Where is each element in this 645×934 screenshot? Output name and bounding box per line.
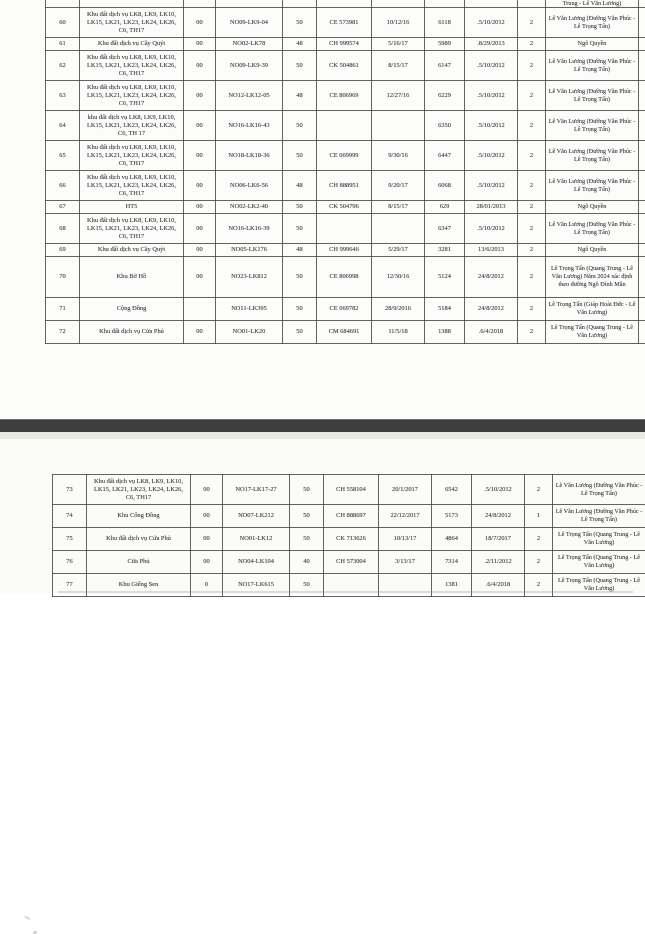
cell-plot-area-name: Khu Cổng Đồng [87, 505, 191, 528]
cell-decision-date: .5/10/2012 [472, 475, 525, 505]
cell-issue-date: 28/9/2016 [372, 298, 425, 321]
cell-plot-area-name: HT5 [80, 201, 184, 214]
cell-street-location: Ngô Quyền [546, 201, 639, 214]
table-row [46, 8, 645, 38]
cell-empty-note [639, 298, 645, 321]
cell-lot-code: 00 [184, 201, 216, 214]
cell-row-number: 65 [46, 141, 80, 171]
cell-street-location: Lê Trọng Tấn (Quang Trung - Lê Văn Lương) [553, 551, 645, 574]
cell-parcel-code: NO12-LK12-05 [216, 81, 283, 111]
cell-issue-date: 20/1/2017 [379, 475, 432, 505]
cell-count: 2 [518, 257, 546, 298]
table-row [46, 201, 645, 214]
cell-empty-note [639, 214, 645, 244]
cell-certificate-number: CM 684691 [317, 321, 372, 344]
page-break-band [0, 419, 645, 433]
cell-plot-area-name: Khu đất dịch vụ LK8, LK9, LK10, LK15, LK21, LK23, LK24, LK26, C6, TH17 [80, 51, 184, 81]
cell-count: 2 [518, 8, 546, 38]
cell-certificate-number: CH 888697 [324, 505, 379, 528]
cell-parcel-code: NO18-LK18-36 [216, 141, 283, 171]
cell-certificate-number: CH 558104 [324, 475, 379, 505]
cell-certificate-number [317, 111, 372, 141]
cell-area-value: 50 [290, 528, 324, 551]
cell-certificate-number: CK 504796 [317, 201, 372, 214]
cell-count: 2 [518, 111, 546, 141]
cell-street-location: Lê Trọng Tấn (Quang Trung - Lê Văn Lương) [553, 528, 645, 551]
cell-count: 1 [525, 505, 553, 528]
cell-row-number: 63 [46, 81, 80, 111]
cell-issue-date: 10/12/16 [372, 8, 425, 38]
cell-lot-code: 00 [184, 8, 216, 38]
table-row [46, 257, 645, 298]
document-page-1 [0, 0, 645, 419]
cell-street-location: Lê Trọng Tấn (Giáp Hoài Đức - Lê Văn Lương) [546, 298, 639, 321]
cell-issue-date: 11/5/18 [372, 321, 425, 344]
cell-lot-code: 0 [191, 574, 223, 597]
cell-decision-date: .5/10/2012 [465, 141, 518, 171]
cell-lot-code: 00 [184, 214, 216, 244]
cell-register-number: 6350 [425, 111, 465, 141]
cell-parcel-code: NO01-LK20 [216, 321, 283, 344]
cell-count: 2 [525, 475, 553, 505]
cell-plot-area-name: Khu đất dịch vụ LK8, LK9, LK10, LK15, LK21, LK23, LK24, LK26, C6, TH17 [87, 475, 191, 505]
cell-certificate-number: CE 806998 [317, 257, 372, 298]
cell-empty-note [639, 321, 645, 344]
cell-issue-date: 3/13/17 [379, 551, 432, 574]
cell-street-location: Lê Văn Lương (Đường Văn Phúc - Lê Trọng Tấn) [553, 505, 645, 528]
cell-lot-code: 00 [191, 475, 223, 505]
cell-register-number: 6068 [425, 171, 465, 201]
cell-decision-date: .5/10/2012 [465, 111, 518, 141]
table-row [46, 321, 645, 344]
table-body-page1 [46, 0, 645, 344]
table-body-page2 [53, 475, 645, 597]
cell-plot-area-name: Khu đất dịch vụ Cây Quýt [80, 38, 184, 51]
cell-count: 2 [518, 171, 546, 201]
table-row [53, 528, 645, 551]
cell-issue-date [372, 214, 425, 244]
cell-area-value: 50 [283, 257, 317, 298]
cell-plot-area-name: Khu đất dịch vụ Cửa Phủ [87, 528, 191, 551]
cell-register-number: 5124 [425, 257, 465, 298]
cell-plot-area-name: Khu đất dịch vụ LK8, LK9, LK10, LK15, LK21, LK23, LK24, LK26, C6, TH17 [80, 141, 184, 171]
cell-register-number: 6118 [425, 8, 465, 38]
cell-decision-date: 13/6/2013 [465, 244, 518, 257]
cell-plot-area-name: Khu đất dịch vụ LK8, LK9, LK10, LK15, LK21, LK23, LK24, LK26, C6, TH17 [80, 81, 184, 111]
cell-parcel-code: NO17-LK17-27 [223, 475, 290, 505]
cell-empty-note [639, 141, 645, 171]
cell-row-number: 68 [46, 214, 80, 244]
cell-row-number: 72 [46, 321, 80, 344]
cell-register-number: 6147 [425, 51, 465, 81]
cell-row-number: 73 [53, 475, 87, 505]
cell-count: 2 [518, 81, 546, 111]
cell-plot-area-name: Khu Bờ Hồ [80, 257, 184, 298]
cell-lot-code: 00 [184, 321, 216, 344]
cell-street-location: Lê Văn Lương (Đường Văn Phúc - Lê Trọng Tấn) [553, 475, 645, 505]
cell-area-value: 50 [283, 214, 317, 244]
cell-decision-date: .5/10/2012 [465, 214, 518, 244]
cell-parcel-code: NO11-LK395 [216, 298, 283, 321]
cell-row-number: 70 [46, 257, 80, 298]
cell-certificate-number: CE 069999 [317, 141, 372, 171]
cell-empty-note [639, 257, 645, 298]
cell-count: 2 [525, 574, 553, 597]
cell-certificate-number [317, 214, 372, 244]
cell-area-value: 50 [283, 298, 317, 321]
cell-lot-code: 00 [184, 81, 216, 111]
cell-issue-date [372, 0, 425, 8]
cell-empty-note [639, 201, 645, 214]
cell-issue-date: 9/30/16 [372, 141, 425, 171]
cell-certificate-number: CH 999646 [317, 244, 372, 257]
cell-plot-area-name: Khu đất dịch vụ LK8, LK9, LK10, LK15, LK21, LK23, LK24, LK26, C6, TH17 [80, 214, 184, 244]
cell-empty-note [639, 171, 645, 201]
table-row [53, 574, 645, 597]
cell-register-number: 1388 [425, 321, 465, 344]
cell-empty-note [639, 51, 645, 81]
cell-area-value: 50 [290, 475, 324, 505]
table-row [53, 475, 645, 505]
cell-decision-date: 24/8/2012 [472, 505, 525, 528]
cell-count: 2 [518, 38, 546, 51]
cell-area-value: 50 [283, 141, 317, 171]
table-row [46, 141, 645, 171]
cell-row-number: 61 [46, 38, 80, 51]
cell-decision-date: 24/8/2012 [465, 298, 518, 321]
cell-decision-date: .5/10/2012 [465, 171, 518, 201]
cell-count: 2 [518, 141, 546, 171]
cell-row-number: 71 [46, 298, 80, 321]
cell-certificate-number: CE 573981 [317, 8, 372, 38]
cell-plot-area-name: Khu đất dịch vụ Cửa Phủ [80, 321, 184, 344]
cell-count: 2 [518, 321, 546, 344]
cell-plot-area-name: Cửa Phủ [87, 551, 191, 574]
cell-register-number: 7314 [432, 551, 472, 574]
cell-count: 2 [518, 244, 546, 257]
cell-count: 2 [518, 201, 546, 214]
cell-parcel-code: NO16-LK16-43 [216, 111, 283, 141]
cell-lot-code: 00 [184, 51, 216, 81]
table-row [46, 51, 645, 81]
cell-certificate-number: CK 504861 [317, 51, 372, 81]
cell-register-number: 629 [425, 201, 465, 214]
cell-street-location: Lê Trọng Tấn (Quang Trung - Lê Văn Lương) [553, 574, 645, 597]
cell-parcel-code: NO23-LK812 [216, 257, 283, 298]
cell-area-value: 48 [283, 81, 317, 111]
cell-lot-code: 00 [191, 528, 223, 551]
cell-row-number: 60 [46, 8, 80, 38]
cell-row-number: 69 [46, 244, 80, 257]
cell-lot-code: 00 [184, 244, 216, 257]
cell-street-location: Ngô Quyền [546, 38, 639, 51]
cell-lot-code: 00 [184, 38, 216, 51]
cell-count [518, 0, 546, 8]
cell-plot-area-name: Khu đất dịch vụ LK8, LK9, LK10, LK15, LK21, LK23, LK24, LK26, C6, TH17 [80, 171, 184, 201]
cell-parcel-code: NO04-LK104 [223, 551, 290, 574]
cell-parcel-code: NO02-LK78 [216, 38, 283, 51]
cell-issue-date [379, 574, 432, 597]
cell-street-location: Lê Văn Lương (Đường Văn Phúc - Lê Trọng Tấn) [546, 111, 639, 141]
cell-street-location: Lê Văn Lương (Đường Văn Phúc - Lê Trọng Tấn) [546, 81, 639, 111]
cell-street-location: Lê Văn Lương (Đường Văn Phúc - Lê Trọng Tấn) [546, 51, 639, 81]
cell-count: 2 [518, 298, 546, 321]
cell-row-number: 77 [53, 574, 87, 597]
cell-area-value: 50 [290, 574, 324, 597]
cell-area-value: 50 [290, 505, 324, 528]
cell-decision-date: 28/01/2013 [465, 201, 518, 214]
cell-issue-date: 12/30/16 [372, 257, 425, 298]
cell-issue-date: 9/20/17 [372, 171, 425, 201]
table-row [46, 214, 645, 244]
cell-row-number [46, 0, 80, 8]
cell-area-value: 50 [283, 201, 317, 214]
cell-certificate-number: CH 573004 [324, 551, 379, 574]
cell-row-number: 76 [53, 551, 87, 574]
cell-parcel-code [216, 0, 283, 8]
cell-street-location: Lê Trọng Tấn (Quang Trung - Lê Văn Lương) [546, 321, 639, 344]
cell-street-location: Ngô Quyền [546, 244, 639, 257]
cell-count: 2 [525, 528, 553, 551]
cell-decision-date: .6/4/2018 [472, 574, 525, 597]
scan-artifact [33, 931, 38, 934]
cell-register-number [425, 0, 465, 8]
cell-area-value: 50 [283, 321, 317, 344]
cell-issue-date [372, 111, 425, 141]
cell-street-location: Lê Văn Lương (Đường Văn Phúc - Lê Trọng Tấn) [546, 214, 639, 244]
cell-plot-area-name: khu đất dịch vụ LK8, LK9, LK10, LK15, LK21, LK23, LK24, LK26, C6, TH 17 [80, 111, 184, 141]
scan-artifact [24, 915, 31, 920]
cell-empty-note [639, 38, 645, 51]
cell-empty-note [639, 8, 645, 38]
cell-area-value: 48 [283, 38, 317, 51]
cell-plot-area-name [80, 0, 184, 8]
cell-plot-area-name: Khu Giếng Sen [87, 574, 191, 597]
cell-register-number: 3281 [425, 244, 465, 257]
cell-empty-note [639, 81, 645, 111]
cell-decision-date: 24/8/2012 [465, 257, 518, 298]
cell-certificate-number: CH 999574 [317, 38, 372, 51]
cell-area-value: 50 [283, 51, 317, 81]
cell-certificate-number: CE 069782 [317, 298, 372, 321]
cell-certificate-number: CK 713626 [324, 528, 379, 551]
cell-area-value: 40 [290, 551, 324, 574]
cell-row-number: 75 [53, 528, 87, 551]
cell-decision-date: .2/11/2012 [472, 551, 525, 574]
cell-row-number: 74 [53, 505, 87, 528]
cell-register-number: 1381 [432, 574, 472, 597]
cell-issue-date: 12/27/16 [372, 81, 425, 111]
table-row [46, 38, 645, 51]
cell-street-location: Lê Văn Lương (Đường Văn Phúc - Lê Trọng Tấn) [546, 8, 639, 38]
cell-plot-area-name: Cộng Đồng [80, 298, 184, 321]
cell-decision-date: .6/4/2018 [465, 321, 518, 344]
cell-parcel-code: NO17-LK615 [223, 574, 290, 597]
cell-row-number: 66 [46, 171, 80, 201]
cell-empty-note [639, 244, 645, 257]
cell-empty-note [639, 111, 645, 141]
cell-register-number: 4864 [432, 528, 472, 551]
table-row [53, 551, 645, 574]
cell-parcel-code: NO06-LK6-56 [216, 171, 283, 201]
cell-issue-date: 8/15/17 [372, 51, 425, 81]
cell-parcel-code: NO02-LK2-40 [216, 201, 283, 214]
cell-lot-code: 00 [184, 257, 216, 298]
cell-decision-date: .8/29/2013 [465, 38, 518, 51]
table-row [53, 505, 645, 528]
cell-lot-code: 00 [191, 551, 223, 574]
cell-lot-code: 00 [184, 171, 216, 201]
cell-register-number: 5989 [425, 38, 465, 51]
cell-decision-date: .5/10/2012 [465, 51, 518, 81]
cell-register-number: 6229 [425, 81, 465, 111]
cell-row-number: 64 [46, 111, 80, 141]
cell-street-location: Lê Văn Lương (Đường Văn Phúc - Lê Trọng Tấn) [546, 141, 639, 171]
scan-smudge [58, 591, 633, 593]
table-row [46, 0, 645, 8]
cell-area-value: 50 [283, 8, 317, 38]
cell-parcel-code: NO01-LK12 [223, 528, 290, 551]
table-row [46, 244, 645, 257]
cell-register-number: 6447 [425, 141, 465, 171]
table-row [46, 298, 645, 321]
cell-decision-date [465, 0, 518, 8]
cell-parcel-code: NO05-LK176 [216, 244, 283, 257]
cell-lot-code [184, 298, 216, 321]
cell-issue-date: 5/29/17 [372, 244, 425, 257]
land-plot-table-page2 [52, 474, 645, 597]
cell-parcel-code: NO09-LK9-39 [216, 51, 283, 81]
cell-street-location: Trung - Lê Văn Lương) [546, 0, 639, 8]
cell-area-value: 50 [283, 111, 317, 141]
cell-lot-code: 00 [184, 111, 216, 141]
cell-issue-date: 10/13/17 [379, 528, 432, 551]
cell-street-location: Lê Trọng Tấn (Quang Trung - Lê Văn Lương) Năm 2024 xác định theo đường Ngô Đình Mẫn [546, 257, 639, 298]
cell-plot-area-name: Khu đất dịch vụ Cây Quýt [80, 244, 184, 257]
cell-count: 2 [525, 551, 553, 574]
cell-empty-note [639, 0, 645, 8]
cell-parcel-code: NO07-LK212 [223, 505, 290, 528]
cell-count: 2 [518, 51, 546, 81]
cell-register-number: 6542 [432, 475, 472, 505]
cell-row-number: 62 [46, 51, 80, 81]
table-row [46, 81, 645, 111]
table-row [46, 171, 645, 201]
land-plot-table-page1 [45, 0, 645, 344]
cell-parcel-code: NO16-LK16-39 [216, 214, 283, 244]
cell-area-value: 48 [283, 244, 317, 257]
cell-area-value [283, 0, 317, 8]
cell-street-location: Lê Văn Lương (Đường Văn Phúc - Lê Trọng Tấn) [546, 171, 639, 201]
cell-decision-date: .5/10/2012 [465, 81, 518, 111]
cell-certificate-number: CH 888951 [317, 171, 372, 201]
cell-row-number: 67 [46, 201, 80, 214]
cell-issue-date: 5/16/17 [372, 38, 425, 51]
table-row [46, 111, 645, 141]
cell-register-number: 5173 [432, 505, 472, 528]
cell-count: 2 [518, 214, 546, 244]
cell-decision-date: .5/10/2012 [465, 8, 518, 38]
cell-certificate-number: CE 806969 [317, 81, 372, 111]
cell-register-number: 6347 [425, 214, 465, 244]
cell-area-value: 48 [283, 171, 317, 201]
cell-plot-area-name: Khu đất dịch vụ LK8, LK9, LK10, LK15, LK21, LK23, LK24, LK26, C6, TH17 [80, 8, 184, 38]
cell-issue-date: 8/15/17 [372, 201, 425, 214]
cell-decision-date: 18/7/2017 [472, 528, 525, 551]
cell-certificate-number [324, 574, 379, 597]
cell-parcel-code: NO09-LK9-04 [216, 8, 283, 38]
cell-lot-code: 00 [184, 141, 216, 171]
cell-lot-code [184, 0, 216, 8]
cell-lot-code: 00 [191, 505, 223, 528]
cell-register-number: 5184 [425, 298, 465, 321]
cell-certificate-number [317, 0, 372, 8]
cell-issue-date: 22/12/2017 [379, 505, 432, 528]
